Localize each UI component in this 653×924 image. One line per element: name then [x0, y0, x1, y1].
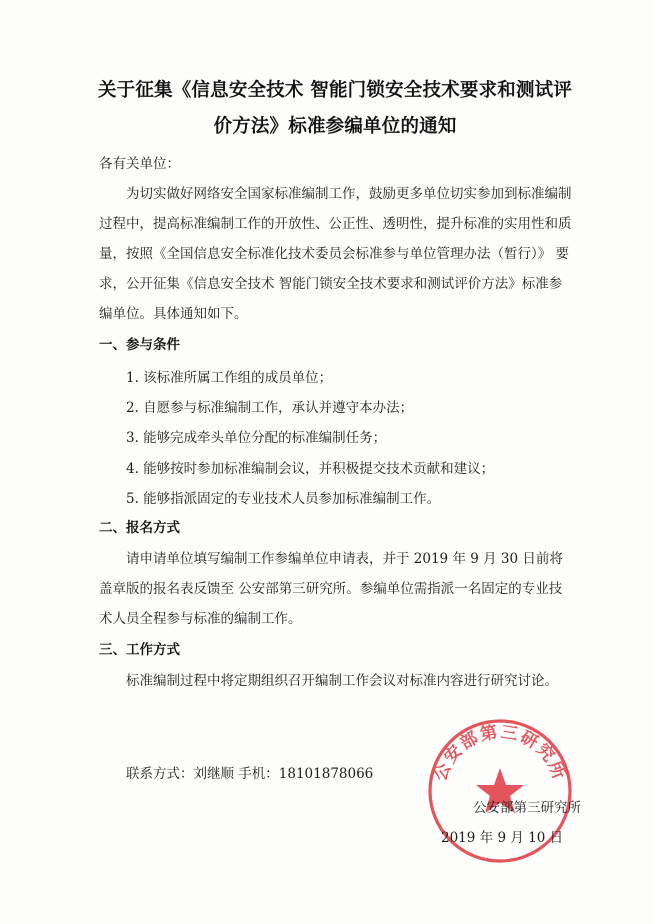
contact-info: 联系方式：刘继顺 手机：18101878066 — [126, 766, 374, 782]
section-heading-working-method: 三、工作方式 — [99, 642, 180, 658]
document-title-line-2: 价方法》标准参编单位的通知 — [213, 116, 457, 137]
intro-line-1: 为切实做好网络安全国家标准编制工作，鼓励更多单位切实参加到标准编制 — [126, 186, 572, 202]
intro-line-5: 编单位。具体通知如下。 — [99, 306, 248, 322]
signature-date: 2019 年 9 月 10 日 — [441, 830, 564, 846]
section-heading-participation: 一、参与条件 — [99, 337, 180, 353]
section-heading-registration: 二、报名方式 — [99, 520, 180, 536]
condition-item-1: 1. 该标准所属工作组的成员单位； — [126, 370, 333, 386]
registration-line-3: 术人员全程参与标准的编制工作。 — [99, 611, 302, 627]
condition-item-5: 5. 能够指派固定的专业技术人员参加标准编制工作。 — [126, 491, 441, 507]
condition-item-4: 4. 能够按时参加标准编制会议，并积极提交技术贡献和建议； — [126, 461, 495, 477]
intro-line-3: 量，按照《全国信息安全标准化技术委员会标准参与单位管理办法（暂行）》 要 — [99, 246, 570, 262]
registration-line-2: 盖章版的报名表反馈至 公安部第三研究所。参编单位需指派一名固定的专业技 — [99, 581, 563, 597]
working-method-line-1: 标准编制过程中将定期组织召开编制工作会议对标准内容进行研究讨论。 — [126, 673, 558, 689]
condition-item-3: 3. 能够完成牵头单位分配的标准编制任务； — [126, 430, 387, 446]
intro-line-4: 求，公开征集《信息安全技术 智能门锁安全技术要求和测试评价方法》标准参 — [99, 276, 563, 292]
salutation: 各有关单位： — [99, 156, 180, 172]
seal-text: 公安部第三研究所 — [430, 722, 570, 784]
condition-item-2: 2. 自愿参与标准编制工作，承认并遵守本办法； — [126, 400, 414, 416]
registration-line-1: 请申请单位填写编制工作参编单位申请表，并于 2019 年 9 月 30 日前将 — [126, 551, 563, 567]
intro-line-2: 过程中，提高标准编制工作的开放性、公正性、透明性，提升标准的实用性和质 — [99, 216, 572, 232]
document-title-line-1: 关于征集《信息安全技术 智能门锁安全技术要求和测试评 — [97, 80, 573, 101]
signature-organization: 公安部第三研究所 — [473, 800, 581, 816]
